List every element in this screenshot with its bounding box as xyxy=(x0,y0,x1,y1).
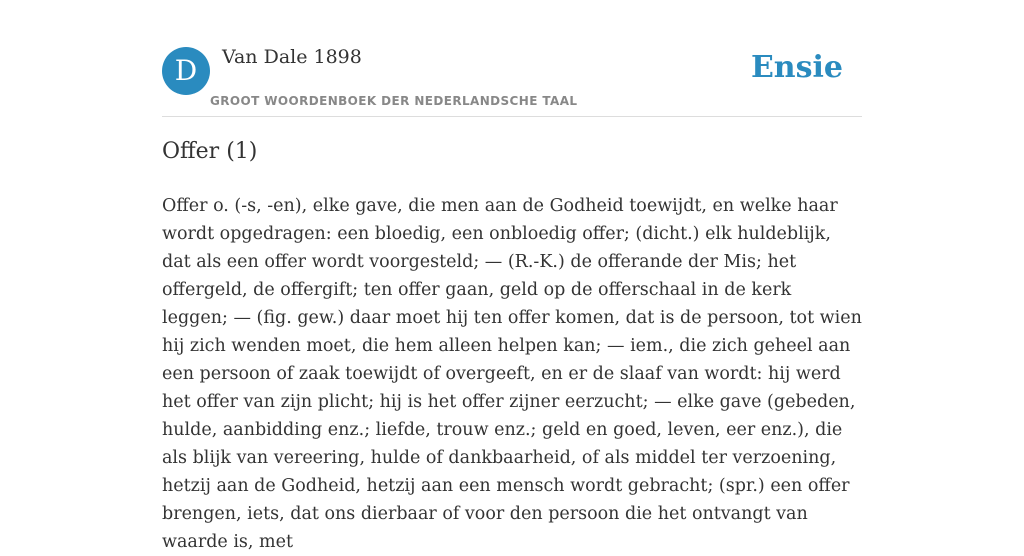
entry-title: Offer (1) xyxy=(162,139,258,164)
page-header xyxy=(162,0,862,117)
brand-logo[interactable]: Ensie xyxy=(750,50,843,85)
entry-definition: Offer o. (-s, -en), elke gave, die men aan de Godheid toewijdt, en welke haar wordt opgedragen: een bloedig, een onbloedig offer; (dicht.) elk huldeblijk, dat als een offer wordt voorgesteld; — (R.-K.) de offerande der Mis; het offergeld, de offergift; ten offer gaan, geld op de offerschaal in de kerk leggen; — (fig. gew.) daar moet hij ten offer komen, dat is de persoon, tot wien hij zich wenden moet, die hem alleen helpen kan; — iem., die zich geheel aan een persoon of zaak toewijdt of overgeeft, en er de slaaf van wordt: hij werd het offer van zijn plicht; hij is het offer zijner eerzucht; — elke gave (gebeden, hulde, aanbidding enz.; liefde, trouw enz.; geld en goed, leven, eer enz.), die als blijk van vereering, hulde of dankbaarheid, of als middel ter verzoening, hetzij aan de Godheid, hetzij aan een mensch wordt gebracht; (spr.) een offer brengen, iets, dat ons dierbaar of voor den persoon die het ontvangt van waarde is, met xyxy=(162,196,862,552)
source-avatar: D xyxy=(162,47,210,95)
source-title[interactable]: Van Dale 1898 xyxy=(222,46,362,68)
source-subtitle: GROOT WOORDENBOEK DER NEDERLANDSCHE TAAL xyxy=(210,94,578,108)
